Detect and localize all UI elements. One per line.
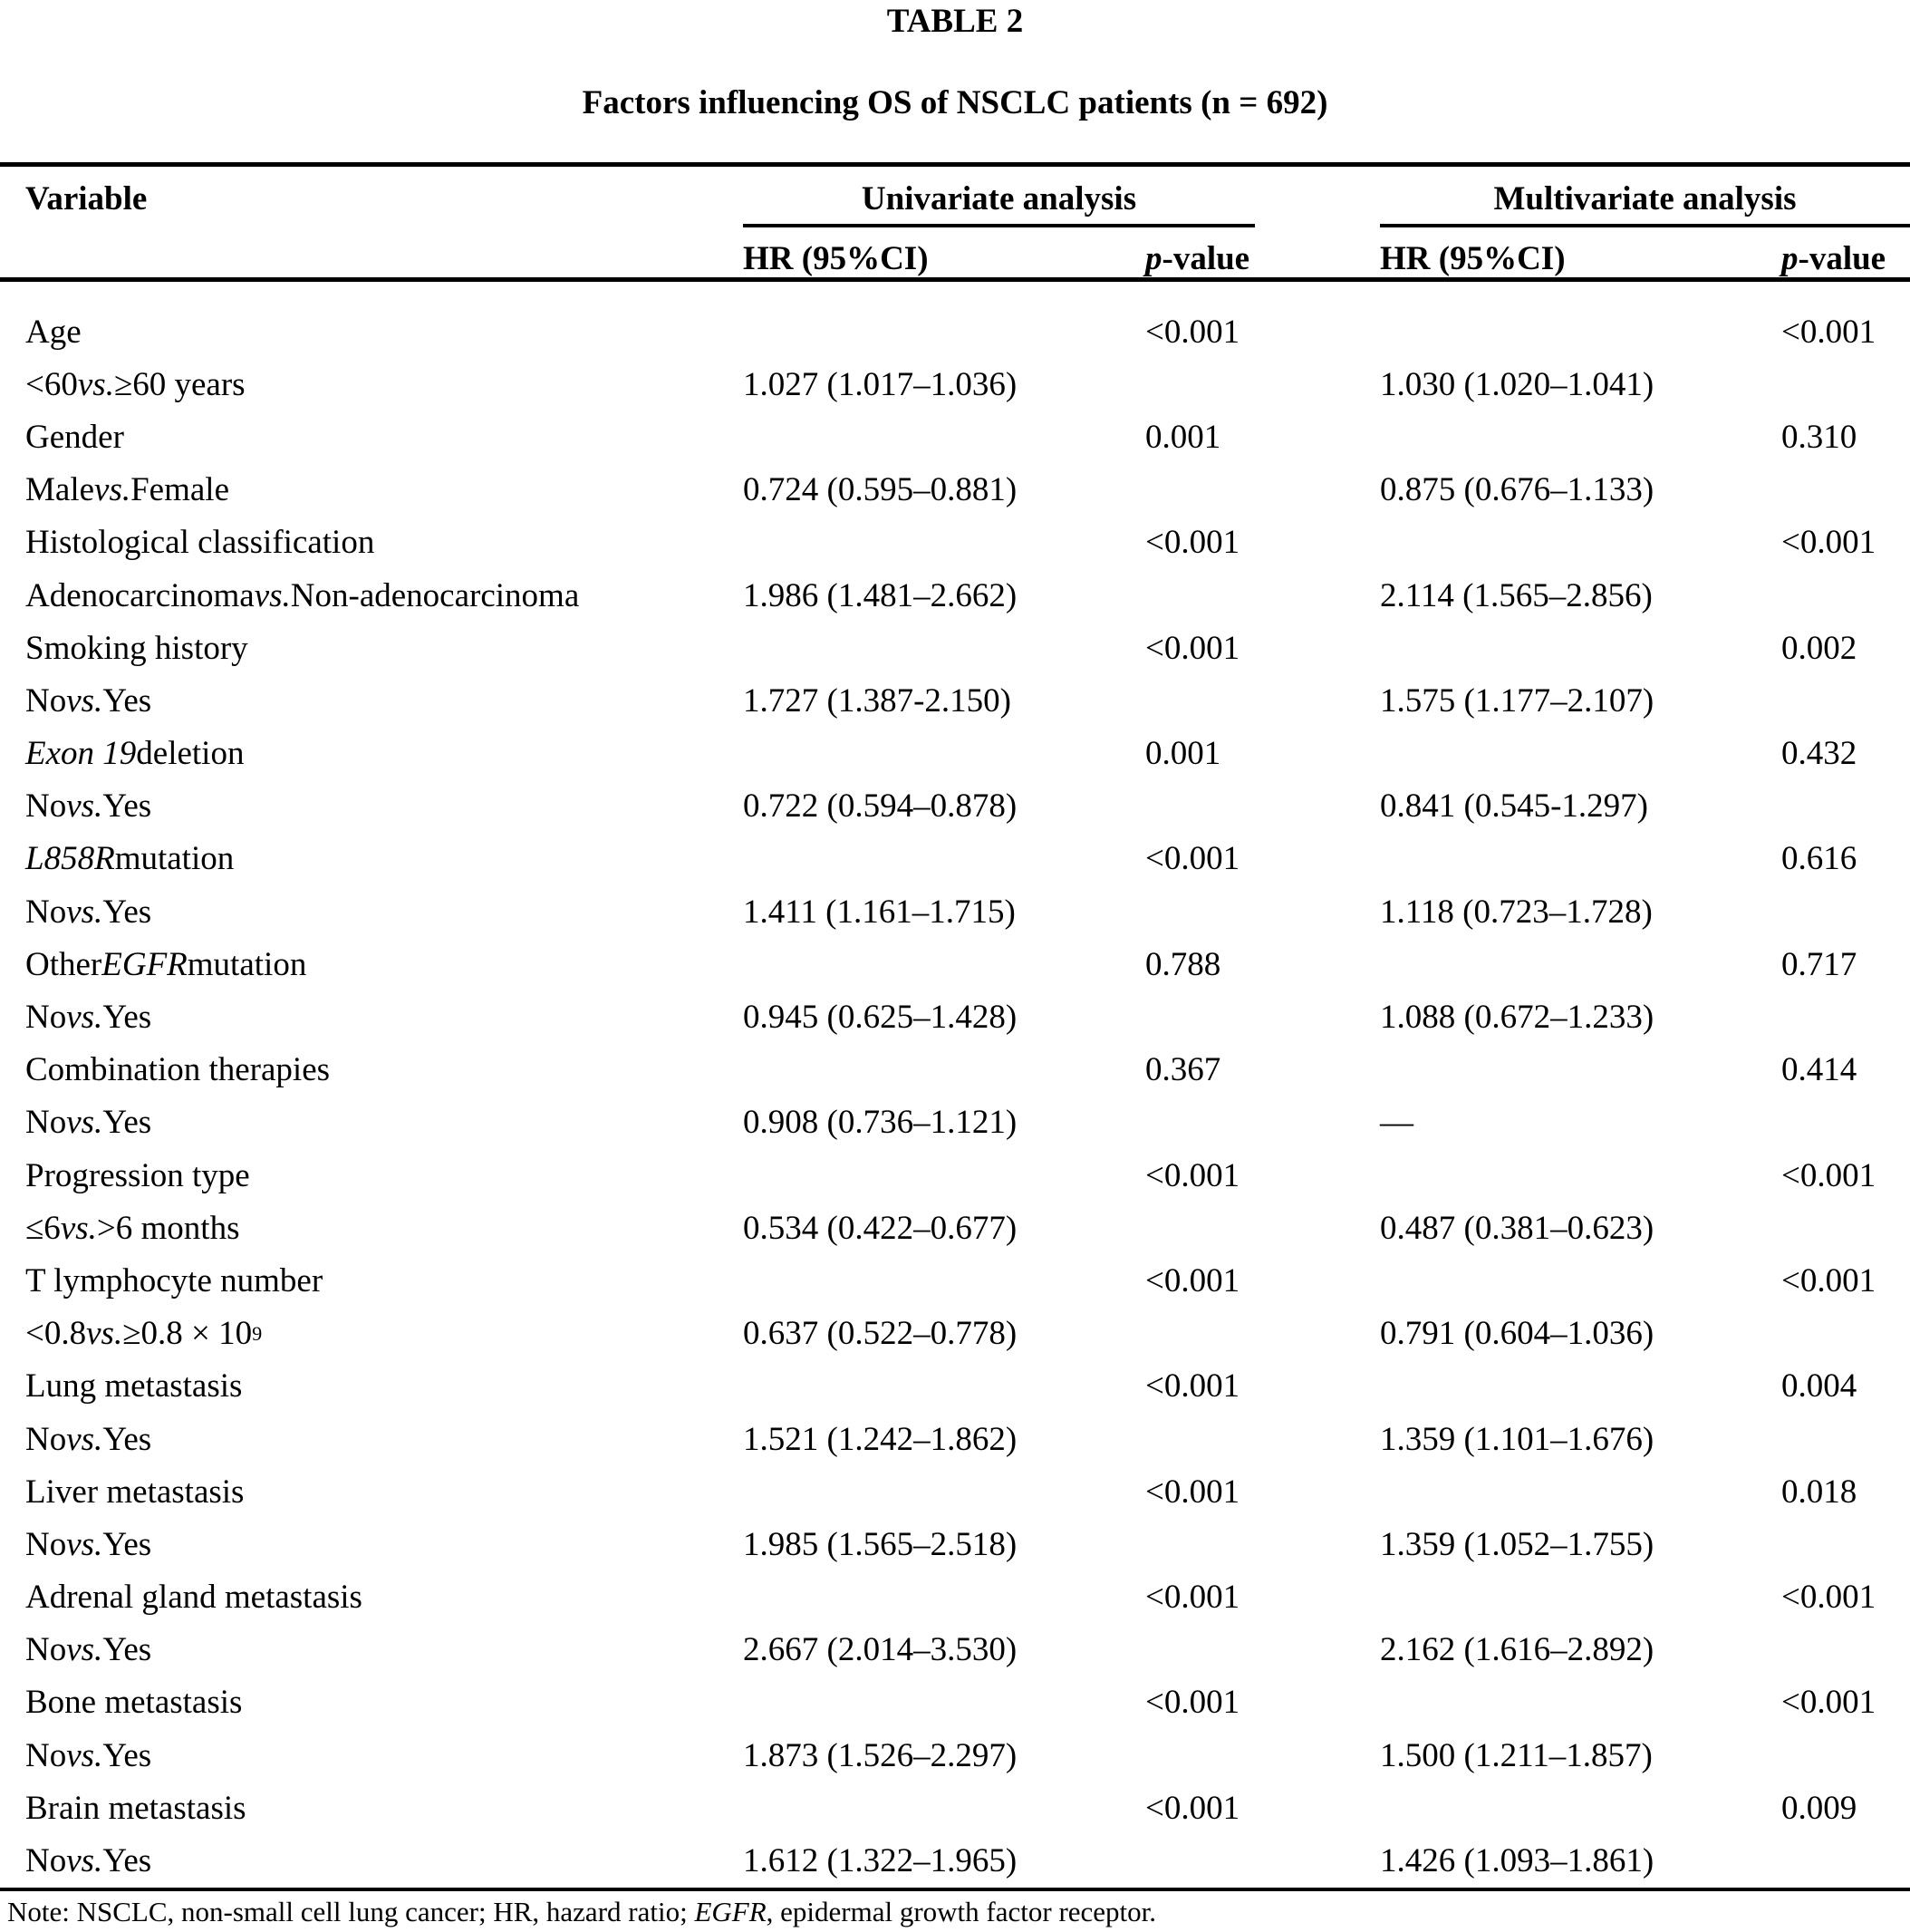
multivariate-pvalue-cell: 0.004 xyxy=(1781,1367,1857,1406)
multivariate-pvalue-cell xyxy=(1781,464,1910,517)
univariate-pvalue-cell xyxy=(1145,1518,1380,1570)
row-variable-label: No vs. Yes xyxy=(25,787,152,826)
multivariate-pvalue-cell xyxy=(1781,569,1910,622)
table-label: TABLE 2 xyxy=(886,3,1024,40)
univariate-hr-cell: 0.722 (0.594–0.878) xyxy=(743,787,1018,826)
row-variable-label: <0.8 vs. ≥0.8 × 10 9 xyxy=(25,1315,263,1353)
multivariate-hr-cell xyxy=(1380,1465,1781,1518)
multivariate-hr-cell xyxy=(1380,1149,1781,1202)
multivariate-hr-cell: 1.575 (1.177–2.107) xyxy=(1380,681,1654,720)
univariate-pvalue-cell: 0.788 xyxy=(1145,945,1221,983)
multivariate-pvalue-cell: 0.717 xyxy=(1781,945,1857,983)
univariate-hr-cell: 0.534 (0.422–0.677) xyxy=(743,1209,1018,1247)
multivariate-pvalue-cell xyxy=(1781,1413,1910,1465)
column-header-variable: Variable xyxy=(25,180,148,217)
univariate-hr-cell xyxy=(743,1149,1145,1202)
multivariate-hr-cell xyxy=(1380,1044,1781,1096)
row-variable-label: Male vs. Female xyxy=(25,471,230,509)
univariate-pvalue-cell xyxy=(1145,1308,1380,1360)
multivariate-pvalue-cell xyxy=(1781,1624,1910,1676)
row-variable-label: Combination therapies xyxy=(25,1051,331,1089)
univariate-hr-cell xyxy=(743,1465,1145,1518)
multivariate-underline-rule xyxy=(1380,224,1910,227)
univariate-pvalue-cell: <0.001 xyxy=(1145,524,1240,562)
univariate-pvalue-cell: 0.367 xyxy=(1145,1051,1221,1089)
multivariate-pvalue-cell: <0.001 xyxy=(1781,1261,1876,1299)
univariate-hr-cell: 1.727 (1.387-2.150) xyxy=(743,681,1011,720)
univariate-pvalue-cell: <0.001 xyxy=(1145,1684,1240,1722)
row-variable-label: No vs. Yes xyxy=(25,1736,152,1774)
row-variable-label: No vs. Yes xyxy=(25,1842,152,1880)
multivariate-pvalue-cell: 0.310 xyxy=(1781,418,1857,456)
univariate-pvalue-cell xyxy=(1145,674,1380,727)
univariate-pvalue-cell xyxy=(1145,1096,1380,1149)
row-variable-label: Adrenal gland metastasis xyxy=(25,1579,362,1617)
multivariate-hr-cell xyxy=(1380,938,1781,990)
top-rule xyxy=(0,162,1910,167)
row-variable-label: No vs. Yes xyxy=(25,1525,152,1563)
univariate-hr-cell xyxy=(743,1360,1145,1413)
univariate-pvalue-cell xyxy=(1145,1202,1380,1254)
univariate-hr-cell xyxy=(743,305,1145,358)
multivariate-hr-cell xyxy=(1380,1571,1781,1624)
univariate-hr-cell xyxy=(743,1676,1145,1729)
row-variable-label: Bone metastasis xyxy=(25,1684,243,1722)
row-variable-label: Progression type xyxy=(25,1156,250,1194)
multivariate-pvalue-cell xyxy=(1781,1518,1910,1570)
multivariate-pvalue-cell: <0.001 xyxy=(1781,1579,1876,1617)
row-variable-label: Brain metastasis xyxy=(25,1789,246,1827)
multivariate-pvalue-cell: 0.432 xyxy=(1781,735,1857,773)
row-variable-label: L858R mutation xyxy=(25,840,235,878)
bottom-rule xyxy=(0,1888,1910,1891)
multivariate-pvalue-cell xyxy=(1781,1308,1910,1360)
multivariate-hr-cell xyxy=(1380,1254,1781,1307)
multivariate-pvalue-cell xyxy=(1781,674,1910,727)
row-variable-label: Smoking history xyxy=(25,629,248,667)
multivariate-pvalue-cell xyxy=(1781,1096,1910,1149)
multivariate-pvalue-cell: 0.018 xyxy=(1781,1473,1857,1511)
column-header-univariate: Univariate analysis xyxy=(861,180,1137,217)
univariate-pvalue-cell: <0.001 xyxy=(1145,1367,1240,1406)
multivariate-hr-cell xyxy=(1380,411,1781,463)
multivariate-pvalue-cell xyxy=(1781,1834,1910,1887)
univariate-hr-cell xyxy=(743,728,1145,780)
univariate-pvalue-cell xyxy=(1145,1729,1380,1782)
univariate-pvalue-cell xyxy=(1145,1413,1380,1465)
table-title: Factors influencing OS of NSCLC patients (n = 692) xyxy=(582,84,1328,121)
multivariate-pvalue-cell: 0.002 xyxy=(1781,629,1857,667)
multivariate-hr-cell: 2.114 (1.565–2.856) xyxy=(1380,576,1653,614)
row-variable-label: No vs. Yes xyxy=(25,1104,152,1142)
univariate-pvalue-cell xyxy=(1145,1834,1380,1887)
multivariate-hr-cell: 1.500 (1.211–1.857) xyxy=(1380,1736,1653,1774)
multivariate-pvalue-cell: <0.001 xyxy=(1781,1156,1876,1194)
row-variable-label: Other EGFR mutation xyxy=(25,945,307,983)
univariate-pvalue-cell xyxy=(1145,990,1380,1043)
univariate-hr-cell xyxy=(743,517,1145,569)
row-variable-label: No vs. Yes xyxy=(25,1420,152,1458)
multivariate-hr-cell xyxy=(1380,1782,1781,1834)
univariate-pvalue-cell xyxy=(1145,1624,1380,1676)
multivariate-hr-cell: 0.841 (0.545-1.297) xyxy=(1380,787,1648,826)
univariate-pvalue-cell: <0.001 xyxy=(1145,1156,1240,1194)
row-variable-label: Histological classification xyxy=(25,524,375,562)
univariate-pvalue-cell: <0.001 xyxy=(1145,1473,1240,1511)
multivariate-pvalue-cell xyxy=(1781,990,1910,1043)
multivariate-pvalue-cell: <0.001 xyxy=(1781,524,1876,562)
multivariate-hr-cell: — xyxy=(1380,1104,1413,1142)
multivariate-hr-cell: 1.359 (1.101–1.676) xyxy=(1380,1420,1654,1458)
multivariate-hr-cell: 0.875 (0.676–1.133) xyxy=(1380,471,1654,509)
row-variable-label: Adenocarcinoma vs. Non-adenocarcinoma xyxy=(25,576,580,614)
column-header-univariate-hr: HR (95%CI) xyxy=(743,240,929,277)
univariate-underline-rule xyxy=(743,224,1255,227)
multivariate-hr-cell: 1.359 (1.052–1.755) xyxy=(1380,1525,1654,1563)
univariate-hr-cell xyxy=(743,1044,1145,1096)
univariate-pvalue-cell xyxy=(1145,569,1380,622)
multivariate-pvalue-cell xyxy=(1781,885,1910,938)
table-body xyxy=(0,305,1910,1888)
multivariate-hr-cell: 0.487 (0.381–0.623) xyxy=(1380,1209,1654,1247)
univariate-hr-cell xyxy=(743,622,1145,674)
multivariate-pvalue-cell xyxy=(1781,1202,1910,1254)
univariate-pvalue-cell: <0.001 xyxy=(1145,1261,1240,1299)
column-header-multivariate-pvalue: p-value xyxy=(1781,240,1886,277)
multivariate-pvalue-cell: 0.009 xyxy=(1781,1789,1857,1827)
multivariate-pvalue-cell: <0.001 xyxy=(1781,1684,1876,1722)
univariate-pvalue-cell xyxy=(1145,464,1380,517)
multivariate-hr-cell: 0.791 (0.604–1.036) xyxy=(1380,1315,1654,1353)
multivariate-pvalue-cell xyxy=(1781,780,1910,833)
univariate-pvalue-cell xyxy=(1145,780,1380,833)
univariate-pvalue-cell xyxy=(1145,885,1380,938)
multivariate-pvalue-cell xyxy=(1781,1729,1910,1782)
univariate-hr-cell: 1.985 (1.565–2.518) xyxy=(743,1525,1018,1563)
column-header-multivariate: Multivariate analysis xyxy=(1493,180,1797,217)
row-variable-label: Age xyxy=(25,313,82,351)
multivariate-hr-cell: 1.426 (1.093–1.861) xyxy=(1380,1842,1654,1880)
univariate-hr-cell: 1.411 (1.161–1.715) xyxy=(743,893,1016,931)
row-variable-label: T lymphocyte number xyxy=(25,1261,323,1299)
multivariate-hr-cell: 1.088 (0.672–1.233) xyxy=(1380,999,1654,1037)
row-variable-label: <60 vs. ≥60 years xyxy=(25,365,246,403)
univariate-hr-cell: 0.945 (0.625–1.428) xyxy=(743,999,1018,1037)
univariate-hr-cell xyxy=(743,1254,1145,1307)
row-variable-label: Liver metastasis xyxy=(25,1473,245,1511)
row-variable-label: ≤6 vs. >6 months xyxy=(25,1209,240,1247)
row-variable-label: Lung metastasis xyxy=(25,1367,243,1406)
univariate-hr-cell: 1.612 (1.322–1.965) xyxy=(743,1842,1018,1880)
univariate-hr-cell: 1.027 (1.017–1.036) xyxy=(743,365,1018,403)
multivariate-hr-cell xyxy=(1380,517,1781,569)
row-variable-label: No vs. Yes xyxy=(25,999,152,1037)
univariate-hr-cell xyxy=(743,833,1145,885)
univariate-hr-cell: 1.986 (1.481–2.662) xyxy=(743,576,1018,614)
multivariate-hr-cell xyxy=(1380,728,1781,780)
multivariate-hr-cell: 2.162 (1.616–2.892) xyxy=(1380,1631,1654,1669)
row-variable-label: No vs. Yes xyxy=(25,681,152,720)
multivariate-pvalue-cell xyxy=(1781,358,1910,411)
column-header-univariate-pvalue: p-value xyxy=(1145,240,1250,277)
row-variable-label: No vs. Yes xyxy=(25,893,152,931)
univariate-hr-cell: 0.908 (0.736–1.121) xyxy=(743,1104,1018,1142)
univariate-pvalue-cell xyxy=(1145,358,1380,411)
multivariate-pvalue-cell: 0.414 xyxy=(1781,1051,1857,1089)
univariate-hr-cell: 2.667 (2.014–3.530) xyxy=(743,1631,1018,1669)
univariate-hr-cell: 0.724 (0.595–0.881) xyxy=(743,471,1018,509)
univariate-hr-cell xyxy=(743,938,1145,990)
univariate-hr-cell: 1.873 (1.526–2.297) xyxy=(743,1736,1018,1774)
univariate-hr-cell xyxy=(743,411,1145,463)
multivariate-hr-cell xyxy=(1380,1676,1781,1729)
header-bottom-rule xyxy=(0,277,1910,282)
univariate-hr-cell: 0.637 (0.522–0.778) xyxy=(743,1315,1018,1353)
multivariate-hr-cell xyxy=(1380,305,1781,358)
univariate-pvalue-cell: 0.001 xyxy=(1145,418,1221,456)
row-variable-label: No vs. Yes xyxy=(25,1631,152,1669)
multivariate-hr-cell xyxy=(1380,622,1781,674)
univariate-hr-cell xyxy=(743,1782,1145,1834)
row-variable-label: Exon 19 deletion xyxy=(25,735,245,773)
univariate-hr-cell: 1.521 (1.242–1.862) xyxy=(743,1420,1018,1458)
univariate-pvalue-cell: <0.001 xyxy=(1145,840,1240,878)
univariate-pvalue-cell: <0.001 xyxy=(1145,1789,1240,1827)
column-header-multivariate-hr: HR (95%CI) xyxy=(1380,240,1566,277)
univariate-pvalue-cell: <0.001 xyxy=(1145,1579,1240,1617)
multivariate-hr-cell: 1.030 (1.020–1.041) xyxy=(1380,365,1654,403)
table-note: Note: NSCLC, non-small cell lung cancer; HR, hazard ratio; EGFR, epidermal growth factor receptor. xyxy=(7,1896,1157,1927)
multivariate-pvalue-cell: 0.616 xyxy=(1781,840,1857,878)
univariate-pvalue-cell: <0.001 xyxy=(1145,313,1240,351)
univariate-pvalue-cell: 0.001 xyxy=(1145,735,1221,773)
multivariate-hr-cell xyxy=(1380,833,1781,885)
multivariate-hr-cell xyxy=(1380,1360,1781,1413)
univariate-hr-cell xyxy=(743,1571,1145,1624)
multivariate-hr-cell: 1.118 (0.723–1.728) xyxy=(1380,893,1653,931)
row-variable-label: Gender xyxy=(25,418,124,456)
univariate-pvalue-cell: <0.001 xyxy=(1145,629,1240,667)
multivariate-pvalue-cell: <0.001 xyxy=(1781,313,1876,351)
